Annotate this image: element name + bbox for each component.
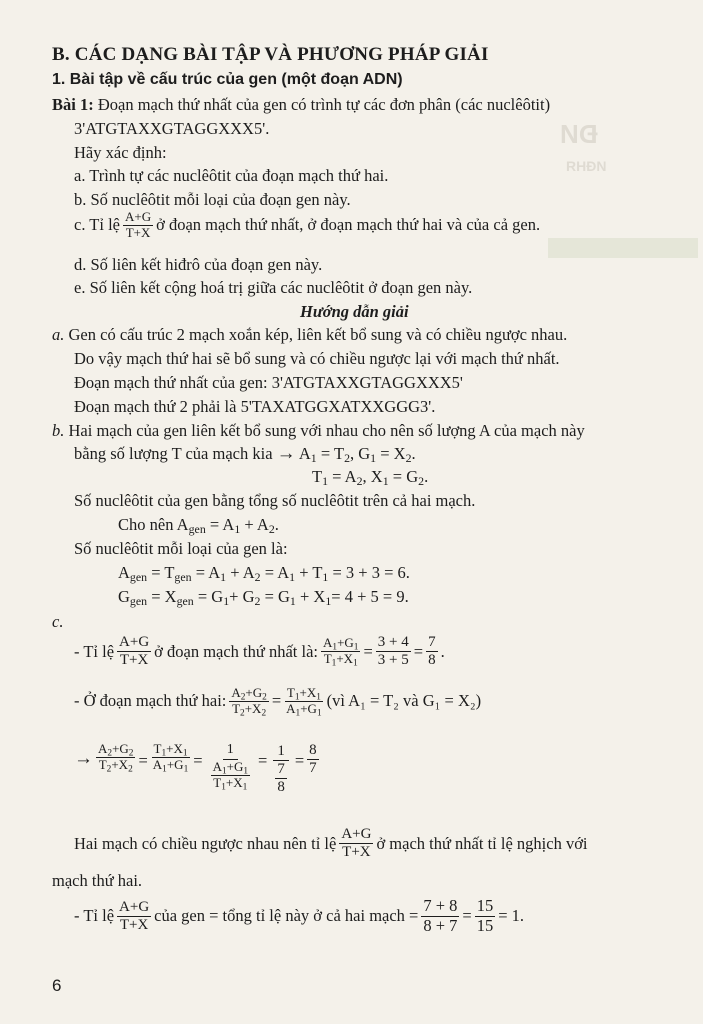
question-e: e. Số liên kết cộng hoá trị giữa các nuclêôtit ở đoạn gen này. — [74, 278, 473, 297]
problem-sequence: 3'ATGTAXXGTAGGXXX5'. — [74, 119, 270, 138]
calc-a-gen: $A_{gen} = T_{gen} = A_1 + A_2 = A_1 + T_1 = 3 + 3 = 6$. — [118, 563, 410, 584]
problem-prompt: Hãy xác định: — [74, 143, 167, 162]
ratio-strand-2: - Ở đoạn mạch thứ hai: $\frac{A_2+G_2}{T_2+X_2}$ = $\frac{T_1+X_1}{A_1+G_1}$ (vì A₁ = T₂ và G₁ = X₂) — [74, 685, 482, 719]
part-b-label: b. — [52, 421, 65, 440]
problem-line-1 — [52, 95, 550, 115]
subsection-title: 1. Bài tập về cấu trúc của gen (một đoạn ADN) — [52, 71, 403, 88]
problem-label: Bài 1: — [52, 95, 94, 114]
part-c-label: c. — [52, 612, 64, 631]
ratio-strand-1: - Tỉ lệ $\frac{A+G}{T+X}$ ở đoạn mạch thứ nhất là: $\frac{A_1+G_1}{T_1+X_1}$ = $\frac{3 + 4}{3 + 5}$ = $\frac{7}{8}$ . — [74, 634, 445, 669]
part-b-line-5: Cho nên $A_{gen} = A_1 + A_2$. — [118, 515, 279, 536]
question-b: b. Số nuclêôtit mỗi loại của đoạn gen này. — [74, 190, 351, 209]
question-c — [74, 210, 540, 241]
question-c-prefix: c. Tỉ lệ — [74, 215, 120, 235]
page-number: 6 — [52, 976, 62, 995]
part-a-line-4: Đoạn mạch thứ 2 phải là 5'TAXATGGXATXXGGG3'. — [74, 397, 436, 416]
ratio-fraction: $\frac{A+G}{T+X}$ — [124, 209, 152, 240]
part-a-line-1: a. Gen có cấu trúc 2 mạch xoắn kép, liên kết bổ sung và có chiều ngược nhau. — [52, 325, 568, 344]
arrow-icon: → — [276, 443, 296, 464]
calc-g-gen: $G_{gen} = X_{gen} = G_1+ G_2 = G_1 + X_1= 4 + 5 = 9$. — [118, 587, 409, 608]
part-a-label: a. — [52, 325, 65, 344]
part-b-line-1: b. Hai mạch của gen liên kết bổ sung với nhau cho nên số lượng A của mạch này — [52, 421, 585, 440]
question-d: d. Số liên kết hiđrô của đoạn gen này. — [74, 255, 323, 274]
question-a: a. Trình tự các nuclêôtit của đoạn mạch thứ hai. — [74, 166, 389, 185]
part-b-line-6: Số nuclêôtit mỗi loại của gen là: — [74, 539, 288, 558]
part-a-line-2: Do vậy mạch thứ hai sẽ bổ sung và có chiều ngược lại với mạch thứ nhất. — [74, 349, 560, 368]
guide-title: Hướng dẫn giải — [300, 302, 409, 321]
conclusion-line-2: mạch thứ hai. — [52, 871, 143, 890]
arrow-icon: → — [74, 748, 93, 769]
gene-ratio: - Tỉ lệ $\frac{A+G}{T+X}$ của gen = tổng tỉ lệ này ở cả hai mạch = $\frac{7 + 8}{8 + 7}$ = $\frac{15}{15}$ = 1. — [74, 896, 525, 935]
part-b-line-2: bằng số lượng T của mạch kia → $A_1 = T_2$, $G_1 = X_2$. — [74, 443, 416, 465]
part-b-line-3: $T_1 = A_2$, $X_1 = G_2$. — [312, 467, 429, 488]
section-title: B. CÁC DẠNG BÀI TẬP VÀ PHƯƠNG PHÁP GIẢI — [52, 44, 489, 65]
ratio-chain: → $\frac{A_2+G_2}{T_2+X_2}$ = $\frac{T_1+X_1}{A_1+G_1}$ = $\frac{1}{\frac{A_1+G_1}{T_1+X_1}}$ = $\frac{1}{\frac{7}{8}}$ = $\frac{8}{7}$ — [74, 741, 317, 796]
question-c-suffix: ở đoạn mạch thứ nhất, ở đoạn mạch thứ hai và của cả gen. — [156, 215, 541, 235]
conclusion-line-1: Hai mạch có chiều ngược nhau nên tỉ lệ $\frac{A+G}{T+X}$ ở mạch thứ nhất tỉ lệ nghịch với — [74, 826, 588, 861]
part-a-line-3: Đoạn mạch thứ nhất của gen: 3'ATGTAXXGTAGGXXX5' — [74, 373, 463, 392]
problem-text: Đoạn mạch thứ nhất của gen có trình tự các đơn phân (các nuclêôtit) — [97, 95, 551, 114]
part-b-line-4: Số nuclêôtit của gen bằng tổng số nuclêôtit trên cả hai mạch. — [74, 491, 476, 510]
